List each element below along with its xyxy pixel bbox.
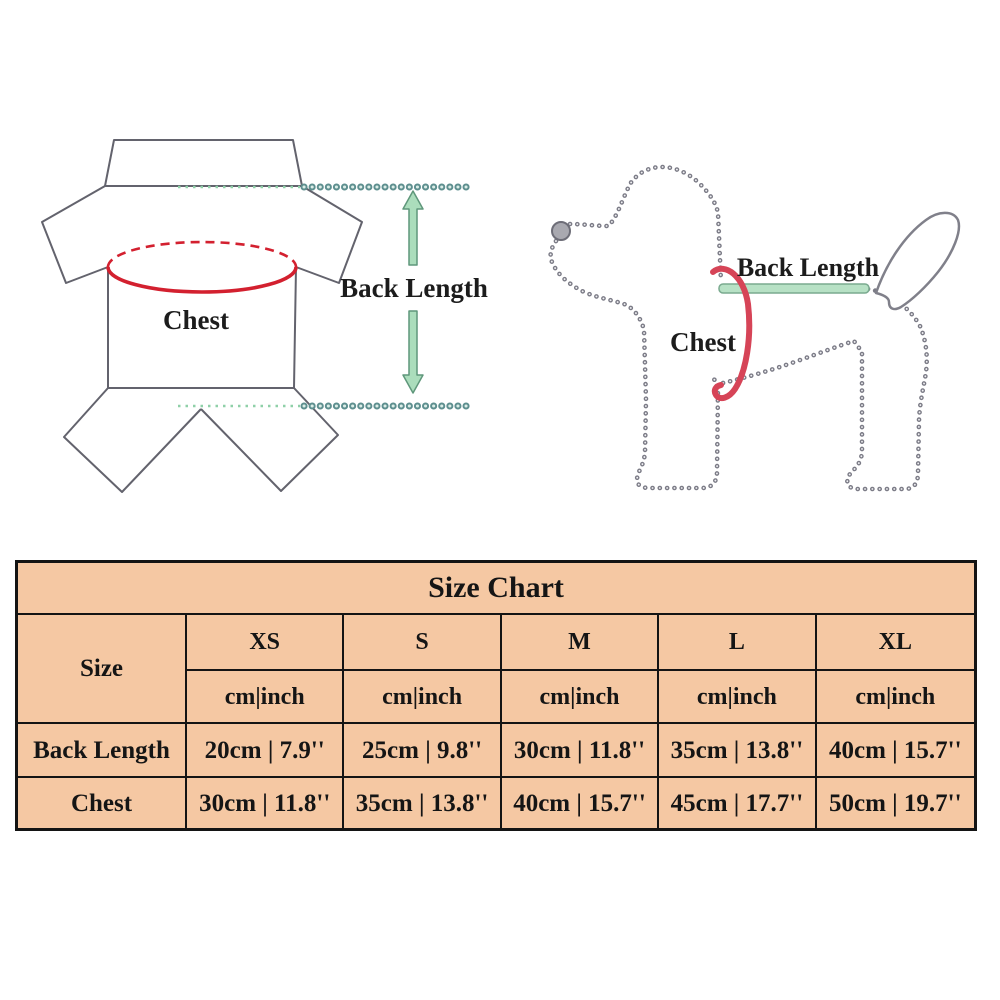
dog-nose: [552, 222, 570, 240]
cell-back-length-s: 25cm | 9.8'': [344, 724, 501, 778]
cell-chest-m: 40cm | 15.7'': [502, 778, 659, 828]
cell-back-length-m: 30cm | 11.8'': [502, 724, 659, 778]
unit-label-xl: cm|inch: [817, 671, 974, 724]
row-label-back-length: Back Length: [18, 724, 187, 778]
garment-back-length-label: Back Length: [340, 273, 488, 303]
dog-outline: [551, 167, 927, 489]
cell-chest-xl: 50cm | 19.7'': [829, 789, 962, 817]
cell-chest-s: 35cm | 13.8'': [344, 778, 501, 828]
unit-label-m: cm|inch: [502, 671, 659, 724]
size-chart-table: [15, 560, 977, 831]
garment-right-leg: [201, 388, 338, 491]
garment-collar: [105, 140, 302, 186]
size-chart-title: Size Chart: [18, 563, 974, 615]
cell-back-length-xl: 40cm | 15.7'': [817, 724, 974, 778]
cell-back-length-xs: 20cm | 7.9'': [187, 724, 344, 778]
dog-outline-highlight: [551, 167, 927, 489]
col-header-xs: XS: [187, 615, 344, 671]
arrow-down-icon: [403, 311, 423, 393]
size-corner-label: Size: [18, 615, 187, 724]
col-header-l: L: [659, 615, 816, 671]
dog-chest-label: Chest: [670, 327, 736, 357]
cell-chest-l: 45cm | 17.7'': [659, 778, 816, 828]
col-header-xl: XL: [817, 615, 974, 671]
garment-chest-ellipse-dashed: [108, 242, 296, 267]
cell-chest-xs: 30cm | 11.8'': [187, 778, 344, 828]
unit-label-s: cm|inch: [344, 671, 501, 724]
garment-chest-ellipse-solid: [108, 267, 296, 292]
row-label-chest: Chest: [18, 778, 187, 828]
dog-back-length-label: Back Length: [736, 253, 880, 282]
cell-back-length-l: 35cm | 13.8'': [659, 724, 816, 778]
garment-right-sleeve: [296, 186, 362, 283]
col-header-m: M: [502, 615, 659, 671]
unit-label-l: cm|inch: [659, 671, 816, 724]
dog-tail: [876, 213, 959, 309]
unit-label-xs: cm|inch: [187, 671, 344, 724]
arrow-up-icon: [403, 191, 423, 265]
garment-left-leg: [64, 388, 201, 492]
garment-chest-label: Chest: [163, 305, 229, 335]
garment-left-sleeve: [42, 186, 108, 283]
col-header-s: S: [344, 615, 501, 671]
